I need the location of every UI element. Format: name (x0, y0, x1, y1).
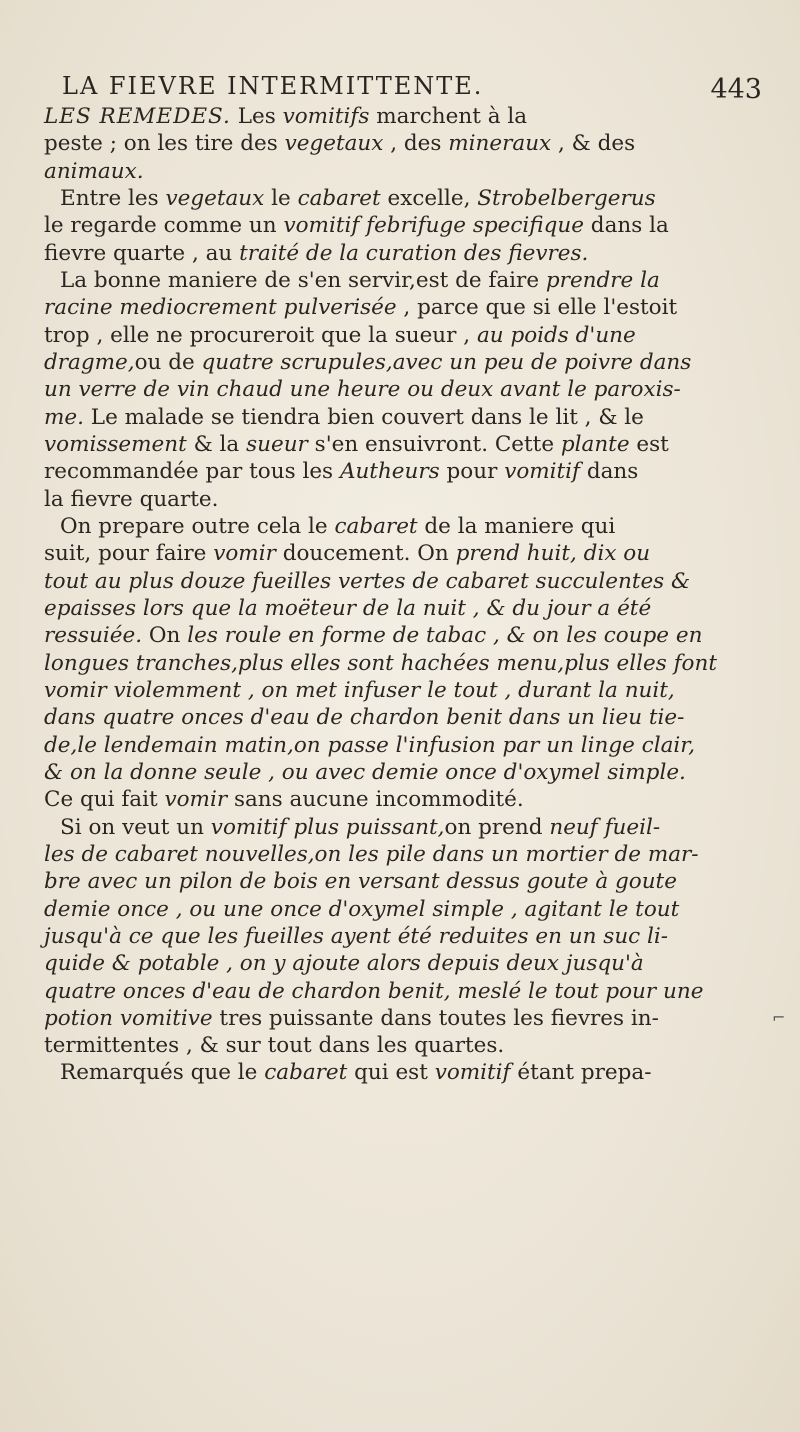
text-line (44, 513, 764, 540)
italic-text: vomitif (504, 459, 581, 485)
text-line (44, 704, 764, 731)
text-line (44, 896, 764, 923)
roman-text: recommandée par tous les (44, 459, 340, 485)
italic-text: quide & potable , on y ajoute alors depuis deux jusqu'à (44, 951, 644, 977)
italic-text: epaisses lors que la moëteur de la nuit , & du jour a été (44, 595, 652, 621)
roman-text: , & des (551, 131, 636, 157)
italic-text: plante (560, 431, 630, 457)
text-line (44, 240, 764, 267)
text-line (44, 458, 764, 485)
roman-text: dans (580, 459, 639, 485)
italic-text: animaux. (44, 158, 144, 184)
roman-text: est (629, 431, 669, 457)
roman-text: , parce que si elle l'estoit (396, 295, 678, 321)
roman-text: sans aucune incommodité. (227, 787, 524, 813)
text-line (44, 349, 764, 376)
margin-mark: ⌐ (772, 1008, 786, 1027)
roman-text: La bonne maniere de s'en servir,est de faire (60, 267, 546, 293)
text-line (44, 294, 764, 321)
running-title: LA FIEVRE INTERMITTENTE. (62, 72, 484, 100)
italic-text: Autheurs (339, 459, 440, 485)
roman-text: , des (383, 131, 449, 157)
italic-text: jusqu'à ce que les fueilles ayent été reduites en un suc li- (44, 923, 669, 949)
italic-text: vomitifs (282, 104, 370, 129)
text-line (44, 923, 764, 950)
roman-text: Remarqués que le (60, 1060, 265, 1086)
section-heading: LES REMEDES. (44, 104, 231, 129)
roman-text: Les (230, 104, 283, 129)
italic-text: vegetaux (165, 185, 265, 211)
italic-text: cabaret (334, 513, 418, 539)
text-line (44, 568, 764, 595)
text-line (44, 185, 764, 212)
italic-text: vomitif febrifuge specifique (283, 213, 584, 239)
text-line (44, 759, 764, 786)
italic-text: quatre scrupules,avec un peu de poivre dans (201, 349, 692, 375)
roman-text: excelle, (380, 185, 478, 211)
italic-text: vomir (213, 541, 276, 567)
page-number: 443 (710, 74, 762, 105)
italic-text: de,le lendemain matin,on passe l'infusion par un linge clair, (44, 732, 696, 758)
text-line (44, 1059, 764, 1086)
roman-text: pour (439, 459, 505, 485)
text-line (44, 431, 764, 458)
text-line (44, 212, 764, 239)
roman-text: on prend (444, 814, 550, 840)
italic-text: demie once , ou une once d'oxymel simple , agitant le tout (44, 896, 680, 922)
body-text (44, 103, 764, 1087)
roman-text: On (142, 623, 188, 649)
text-line (44, 404, 764, 431)
roman-text: de la maniere qui (417, 513, 616, 539)
italic-text: Strobelbergerus (477, 185, 656, 211)
italic-text: dragme, (44, 349, 135, 375)
italic-text: neuf fueil- (549, 814, 661, 840)
text-line (44, 540, 764, 567)
italic-text: racine mediocrement pulverisée (44, 295, 397, 321)
text-line (44, 103, 764, 130)
roman-text: peste ; on les tire des (44, 131, 285, 157)
italic-text: vomitif (434, 1060, 511, 1086)
italic-text: quatre onces d'eau de chardon benit, meslé le tout pour une (44, 978, 704, 1004)
text-line (44, 677, 764, 704)
roman-text: le regarde comme un (44, 213, 284, 239)
text-line (44, 841, 764, 868)
text-line (44, 814, 764, 841)
italic-text: bre avec un pilon de bois en versant dessus goute à goute (44, 869, 677, 895)
text-line (44, 732, 764, 759)
italic-text: un verre de vin chaud une heure ou deux avant le paroxis- (44, 377, 681, 403)
italic-text: traité de la curation des fievres. (239, 240, 589, 266)
roman-text: qui est (347, 1060, 435, 1086)
roman-text: Ce qui fait (44, 787, 165, 813)
roman-text: termittentes , & sur tout dans les quartes. (44, 1033, 505, 1059)
roman-text: doucement. On (275, 541, 456, 567)
italic-text: vomitif plus puissant, (210, 814, 445, 840)
italic-text: prendre la (545, 267, 660, 293)
roman-text: dans la (583, 213, 669, 239)
italic-text: potion vomitive (44, 1005, 213, 1031)
italic-text: prend huit, dix ou (455, 541, 651, 567)
roman-text: trop , elle ne procureroit que la sueur , (44, 322, 477, 348)
text-line (44, 486, 764, 513)
roman-text: suit, pour faire (44, 541, 214, 567)
roman-text: Si on veut un (60, 814, 211, 840)
italic-text: longues tranches,plus elles sont hachées menu,plus elles font (44, 650, 717, 676)
italic-text: ressuiée. (44, 623, 143, 649)
roman-text: tres puissante dans toutes les fievres in- (212, 1005, 659, 1031)
text-line (44, 950, 764, 977)
roman-text: étant prepa- (510, 1060, 652, 1086)
roman-text: ou de (134, 349, 202, 375)
text-line (44, 786, 764, 813)
text-line (44, 1032, 764, 1059)
text-line (44, 322, 764, 349)
text-line (44, 595, 764, 622)
roman-text: Entre les (60, 185, 166, 211)
italic-text: dans quatre onces d'eau de chardon benit dans un lieu tie- (44, 705, 685, 731)
italic-text: les de cabaret nouvelles,on les pile dans un mortier de mar- (44, 841, 699, 867)
italic-text: cabaret (264, 1060, 348, 1086)
italic-text: vomir (164, 787, 228, 813)
italic-text: me. (44, 404, 84, 430)
text-line (44, 158, 764, 185)
italic-text: tout au plus douze fueilles vertes de cabaret succulentes & (44, 568, 691, 594)
text-line (44, 267, 764, 294)
text-line (44, 376, 764, 403)
italic-text: vegetaux (284, 131, 384, 157)
text-line (44, 650, 764, 677)
italic-text: mineraux (448, 131, 552, 157)
roman-text: & la (186, 431, 247, 457)
text-line (44, 978, 764, 1005)
roman-text: s'en ensuivront. Cette (307, 431, 561, 457)
text-line (44, 622, 764, 649)
roman-text: la fievre quarte. (44, 486, 219, 512)
italic-text: les roule en forme de tabac , & on les coupe en (187, 623, 703, 649)
italic-text: sueur (246, 431, 308, 457)
roman-text: fievre quarte , au (44, 240, 240, 266)
roman-text: Le malade se tiendra bien couvert dans le lit , & le (83, 404, 644, 430)
text-line (44, 868, 764, 895)
italic-text: vomir violemment , on met infuser le tout , durant la nuit, (44, 677, 675, 703)
italic-text: vomissement (44, 431, 187, 457)
text-line (44, 1005, 764, 1032)
roman-text: le (264, 185, 298, 211)
italic-text: & on la donne seule , ou avec demie once d'oxymel simple. (44, 759, 686, 785)
text-line (44, 130, 764, 157)
roman-text: On prepare outre cela le (60, 513, 335, 539)
italic-text: cabaret (297, 185, 381, 211)
roman-text: marchent à la (369, 104, 528, 129)
italic-text: au poids d'une (476, 322, 636, 348)
